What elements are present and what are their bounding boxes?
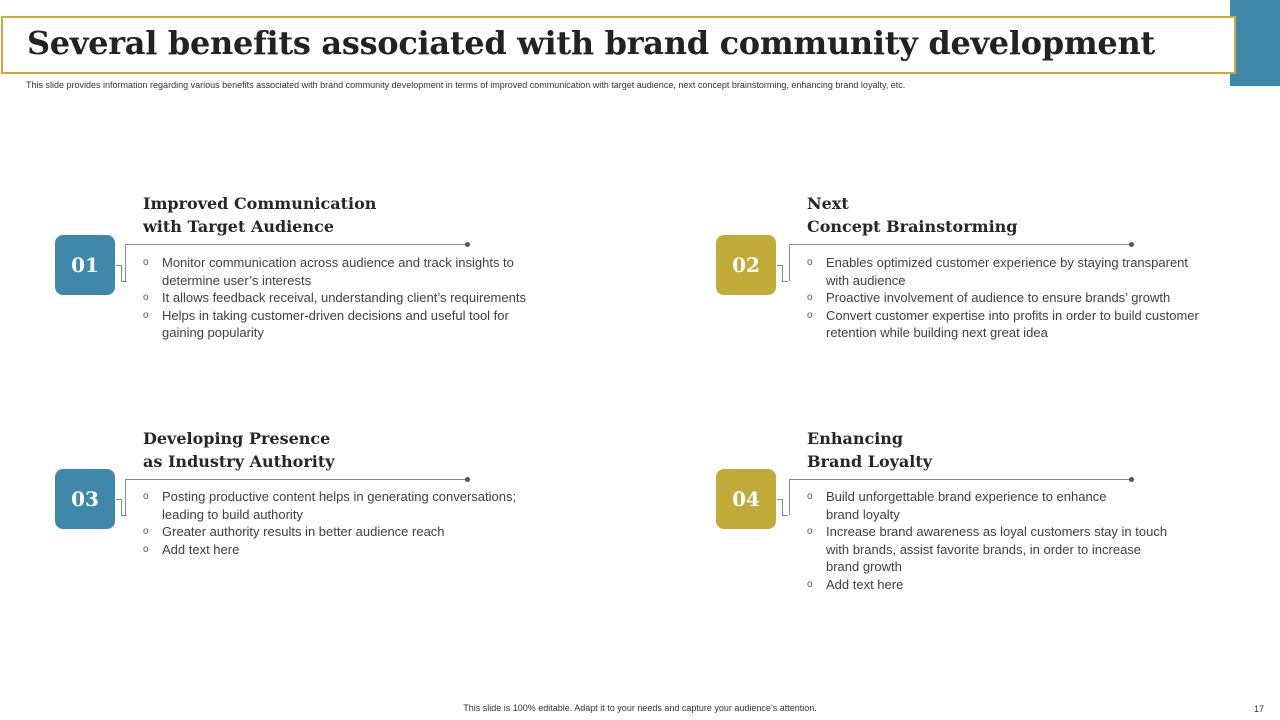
connector-line [789, 479, 1133, 480]
connector-line [125, 244, 469, 245]
connector [789, 244, 795, 281]
connector [125, 479, 131, 515]
list-item: o Greater authority results in better audience reach [143, 524, 445, 539]
list-item: o Increase brand awareness as loyal customers stay in touch with brands, assist favorite brands, in order to increase brand growth [807, 524, 1168, 574]
connector-line [789, 244, 1133, 245]
benefit-heading-02: Next Concept Brainstorming [807, 194, 1018, 236]
connector-dot [1129, 242, 1134, 247]
list-item: o Add text here [143, 541, 240, 557]
benefit-points-01 [143, 254, 563, 342]
number-badge-02: 02 [716, 235, 776, 295]
benefit-points-02 [807, 254, 1247, 342]
connector-dot [465, 477, 470, 482]
benefit-points-04 [807, 488, 1227, 593]
number-badge-01: 01 [55, 235, 115, 295]
connector [782, 265, 788, 282]
benefit-points-03 [143, 488, 563, 558]
title-frame [1, 16, 1236, 74]
connector [782, 499, 788, 516]
list-item: o Convert customer expertise into profits in order to build customer retention while building next great idea [807, 307, 1199, 340]
footer-note: This slide is 100% editable. Adapt it to your needs and capture your audience’s attention. [463, 703, 817, 713]
list-item: o Monitor communication across audience and track insights to determine user’s interests [143, 255, 514, 288]
connector-line [125, 479, 469, 480]
connector [789, 479, 795, 515]
list-item: o Enables optimized customer experience by staying transparent with audience [807, 255, 1189, 288]
connector [125, 244, 131, 281]
benefit-heading-04: Enhancing Brand Loyalty [807, 429, 933, 471]
list-item: o Proactive involvement of audience to ensure brands’ growth [807, 290, 1171, 305]
number-badge-03: 03 [55, 469, 115, 529]
slide-description: This slide provides information regarding various benefits associated with brand community development in terms of improved communication with target audience, next concept brainstorming, enhancing brand loyalty, etc. [26, 80, 906, 90]
list-item: o It allows feedback receival, understanding client’s requirements [143, 290, 526, 305]
benefit-heading-03: Developing Presence as Industry Authority [143, 429, 335, 471]
page-number: 17 [1254, 704, 1265, 714]
list-item: o Add text here [807, 576, 904, 592]
connector-dot [1129, 477, 1134, 482]
list-item: o Helps in taking customer-driven decisions and useful tool for gaining popularity [143, 307, 509, 340]
benefit-heading-01: Improved Communication with Target Audience [143, 194, 377, 236]
page-title: Several benefits associated with brand community development [27, 24, 1155, 62]
corner-accent-block [1230, 0, 1280, 86]
connector-dot [465, 242, 470, 247]
list-item: o Posting productive content helps in generating conversations; leading to build authority [143, 489, 517, 522]
list-item: o Build unforgettable brand experience to enhance brand loyalty [807, 489, 1107, 522]
number-badge-04: 04 [716, 469, 776, 529]
